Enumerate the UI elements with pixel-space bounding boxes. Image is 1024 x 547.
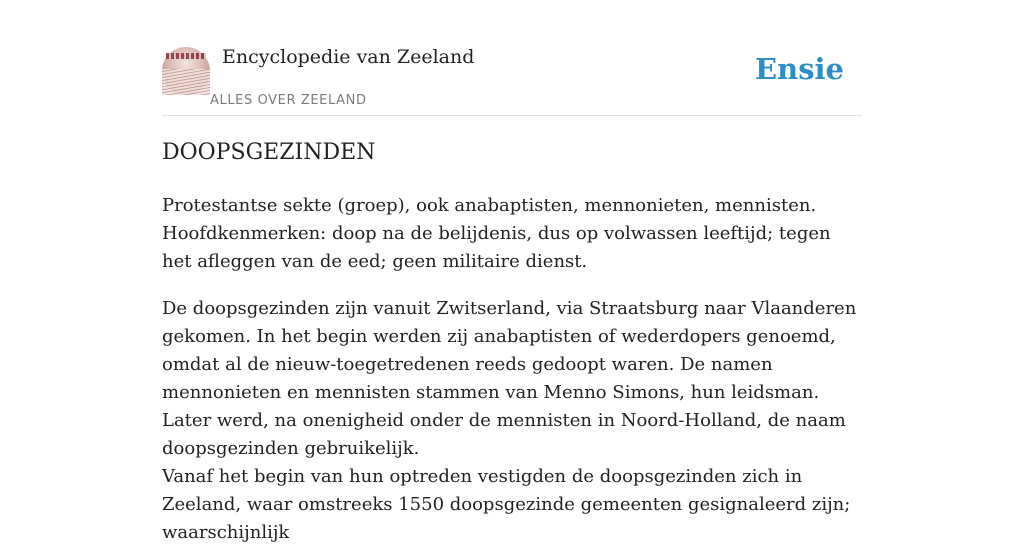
avatar-book-pages — [162, 69, 210, 95]
content-container — [162, 0, 862, 543]
avatar-book-spines — [166, 53, 206, 59]
article-paragraph: Protestantse sekte (groep), ook anabaptisten, mennonieten, mennisten. Hoofdkenmerken: doop na de belijdenis, dus op volwassen leeftijd; tegen het afleggen van de eed; geen militaire dienst. — [162, 195, 831, 272]
site-title[interactable]: Encyclopedie van Zeeland — [222, 46, 475, 68]
article-paragraph: Vanaf het begin van hun optreden vestigden de doopsgezinden zich in Zeeland, waar omstreeks 1550 doopsgezinde gemeenten gesignaleerd zijn; waarschijnlijk — [162, 466, 851, 543]
site-header — [162, 0, 862, 116]
article-title: DOOPSGEZINDEN — [162, 140, 376, 165]
book-avatar-icon[interactable] — [162, 47, 210, 95]
article-paragraph: De doopsgezinden zijn vanuit Zwitserland, via Straatsburg naar Vlaanderen gekomen. In het begin werden zij anabaptisten of wederdopers genoemd, omdat al de nieuw-toegetredenen reeds gedoopt waren. De namen mennonieten en mennisten stammen van Menno Simons, hun leidsman. Later werd, na onenigheid onder de mennisten in Noord-Holland, de naam doopsgezinden gebruikelijk. — [162, 298, 857, 459]
site-tagline: ALLES OVER ZEELAND — [210, 93, 367, 108]
ensie-logo[interactable]: Ensie — [755, 52, 844, 86]
